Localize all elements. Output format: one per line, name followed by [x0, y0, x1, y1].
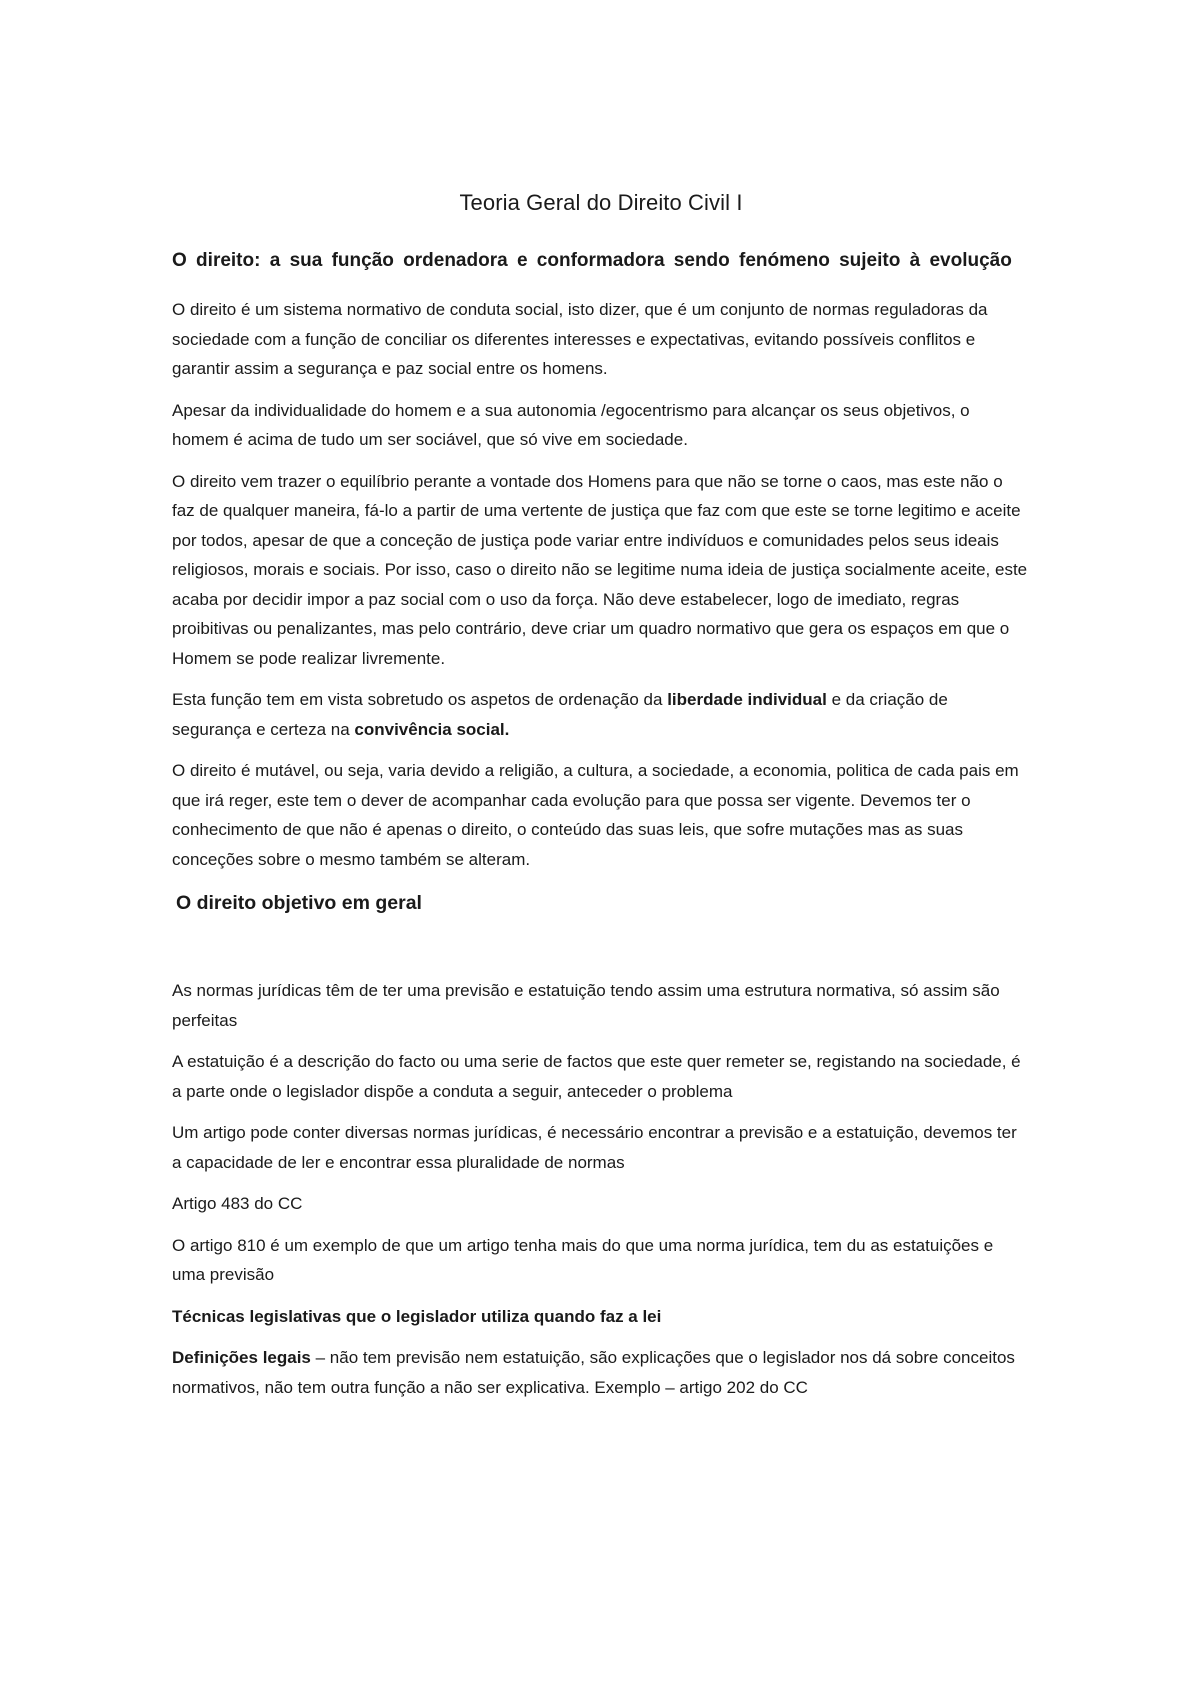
paragraph-estatuicao: A estatuição é a descrição do facto ou uma serie de factos que este quer remeter se, registando na sociedade, é a parte onde o legislador dispõe a conduta a seguir, anteceder o problema: [172, 1052, 1021, 1101]
paragraph-definicoes-legais: [172, 1343, 1030, 1402]
blank-space: [172, 918, 1030, 976]
text-run: e da criação de segurança e certeza na: [172, 690, 948, 739]
text-run: Esta função tem em vista sobretudo os aspetos de ordenação da: [172, 690, 668, 709]
bold-liberdade-individual: liberdade individual: [667, 690, 827, 709]
bold-definicoes-legais: Definições legais: [172, 1348, 311, 1367]
paragraph-artigo-810: O artigo 810 é um exemplo de que um artigo tenha mais do que uma norma jurídica, tem du as estatuições e uma previsão: [172, 1235, 994, 1284]
paragraph-individualidade: Apesar da individualidade do homem e a sua autonomia /egocentrismo para alcançar os seus objetivos, o homem é acima de tudo um ser sociável, que só vive em sociedade.: [172, 400, 970, 449]
section-heading-direito-funcao: O direito: a sua função ordenadora e conformadora sendo fenómeno sujeito à evolução: [172, 250, 1012, 271]
subheading-tecnicas-legislativas: Técnicas legislativas que o legislador utiliza quando faz a lei: [172, 1306, 662, 1326]
paragraph-funcao-ordenacao: [172, 685, 1030, 744]
paragraph-artigo-normas: Um artigo pode conter diversas normas jurídicas, é necessário encontrar a previsão e a estatuição, devemos ter a capacidade de ler e encontrar essa pluralidade de normas: [172, 1123, 1017, 1172]
paragraph-artigo-483: Artigo 483 do CC: [172, 1194, 303, 1213]
paragraph-sistema-normativo: O direito é um sistema normativo de conduta social, isto dizer, que é um conjunto de normas reguladoras da sociedade com a função de conciliar os diferentes interesses e expectativas, evitando possíveis conflitos e garantir assim a segurança e paz social entre os homens.: [172, 300, 988, 378]
paragraph-direito-mutavel: O direito é mutável, ou seja, varia devido a religião, a cultura, a sociedade, a economia, politica de cada pais em que irá reger, este tem o dever de acompanhar cada evolução para que possa ser vigente. Devemos ter o conhecimento de que não é apenas o direito, o conteúdo das suas leis, que sofre mutações mas as suas conceções sobre o mesmo também se alteram.: [172, 761, 1019, 869]
text-run: – não tem previsão nem estatuição, são explicações que o legislador nos dá sobre conceitos normativos, não tem outra função a não ser explicativa. Exemplo – artigo 202 do CC: [172, 1348, 1015, 1397]
paragraph-equilibrio: O direito vem trazer o equilíbrio perante a vontade dos Homens para que não se torne o caos, mas este não o faz de qualquer maneira, fá-lo a partir de uma vertente de justiça que faz com que este se torne legitimo e aceite por todos, apesar de que a conceção de justiça pode variar entre indivíduos e comunidades pelos seus ideais religiosos, morais e sociais. Por isso, caso o direito não se legitime numa ideia de justiça socialmente aceite, este acaba por decidir impor a paz social com o uso da força. Não deve estabelecer, logo de imediato, regras proibitivas ou penalizantes, mas pelo contrário, deve criar um quadro normativo que gera os espaços em que o Homem se pode realizar livremente.: [172, 471, 1028, 668]
bold-convivencia-social: convivência social.: [354, 719, 510, 739]
document-title: Teoria Geral do Direito Civil I: [459, 190, 743, 215]
paragraph-normas-juridicas: As normas jurídicas têm de ter uma previsão e estatuição tendo assim uma estrutura normativa, só assim são perfeitas: [172, 981, 1000, 1030]
section-heading-direito-objetivo: O direito objetivo em geral: [176, 892, 422, 914]
